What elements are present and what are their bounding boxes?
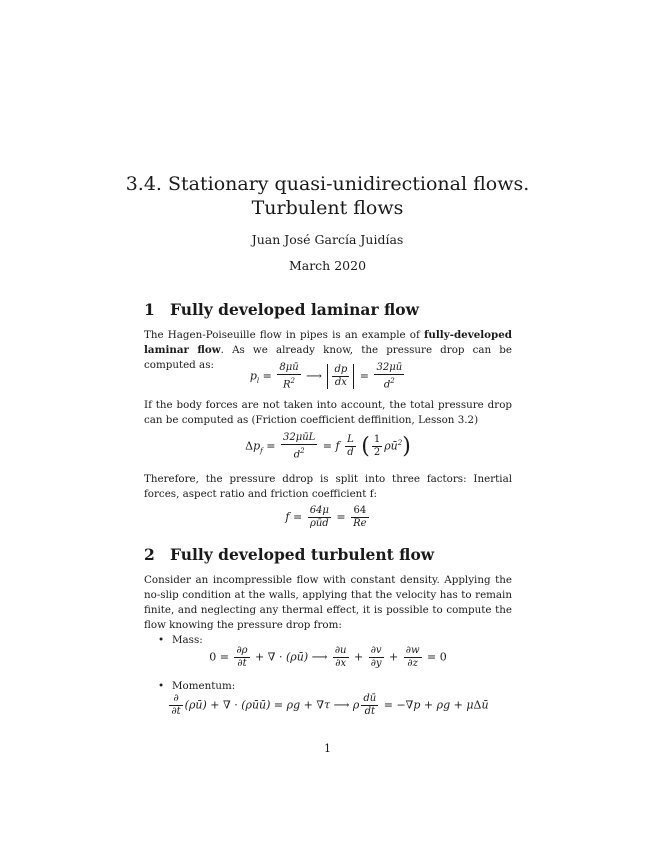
section-number: 2: [144, 545, 155, 564]
paragraph-1-text: The Hagen-Poiseuille flow in pipes is an example of: [144, 329, 424, 341]
bold-term: fully-developed laminar flow: [144, 329, 512, 356]
title-line-2: Turbulent flows: [251, 197, 404, 219]
bullet-label: Momentum:: [172, 680, 236, 692]
equation-3: f = $\frac{64\mu}{\text{ρūd}}$ = $\frac{64}{Re}$: [285, 505, 367, 529]
section-heading-1: [144, 300, 419, 319]
paragraph-3: Therefore, the pressure ddrop is split into three factors: Inertial forces, aspect ratio and friction coefficient f:: [144, 473, 512, 500]
equation-2: $\Delta p_f$ = $\frac{\text{32μūL}}{d^2}$ = f $\frac{L}{d}$ ( $\frac{1}{2}$ $\rho ū^2$): [245, 432, 411, 461]
paragraph-4: Consider an incompressible flow with constant density. Applying the no-slip condition at the walls, applying that the velocity has to remain finite, and neglecting any thermal effect, it is possible to compute the flow knowing the pressure drop from:: [144, 574, 512, 631]
section-title: Fully developed laminar flow: [170, 300, 419, 319]
bullet-icon: •: [158, 634, 165, 646]
bullet-item-momentum: [158, 680, 235, 692]
section-number: 1: [144, 300, 155, 319]
title-line-1: 3.4. Stationary quasi-unidirectional flows.: [125, 173, 530, 195]
paragraph-1-text-end: . As we already know, the pressure drop can be computed as:: [144, 344, 512, 371]
author: Juan José García Juidías: [251, 232, 404, 247]
paper-title: [0, 172, 655, 220]
section-title: Fully developed turbulent flow: [170, 545, 435, 564]
equation-mass: 0 = $\frac{\partial\rho}{\partial t}$ + ∇ · (ρū) ⟶ $\frac{\partial u}{\partial x}$ + $\frac{\partial v}{\partial y}$ + $\frac{\partial w}{\partial z}$ = 0: [209, 645, 447, 669]
paragraph-2: If the body forces are not taken into account, the total pressure drop can be computed as (Friction coefficient deffinition, Lesson 3.2): [144, 399, 512, 426]
bullet-label: Mass:: [172, 634, 203, 646]
equation-momentum: $\frac{\partial}{\partial t}$ (ρū) + ∇ · (ρūū) = ρg + ∇τ ⟶ ρ $\frac{dū}{dt}$ = −∇p + ρg + μΔū: [171, 693, 489, 717]
date: March 2020: [288, 258, 367, 273]
bullet-icon: •: [158, 680, 165, 692]
section-heading-2: [144, 545, 434, 564]
equation-1: $p_l$ = $\frac{8\mu ū}{R^2}$ ⟶ $\frac{dp}{dx}$ = $\frac{32\mu ū}{d^2}$: [249, 362, 403, 391]
page-number: 1: [324, 742, 331, 755]
